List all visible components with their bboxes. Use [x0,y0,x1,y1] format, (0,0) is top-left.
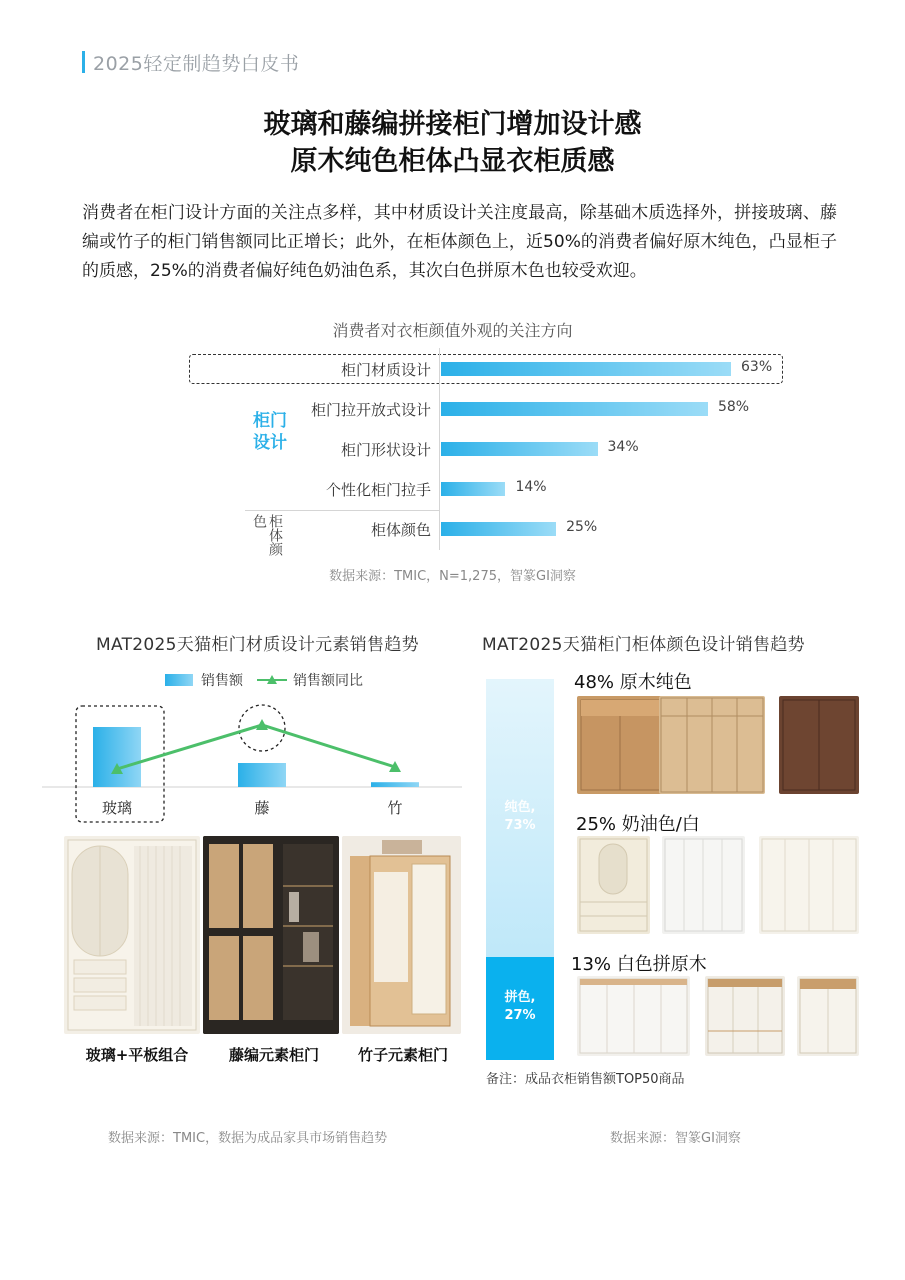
cream-wardrobe-photo-2 [662,836,745,934]
bar-value-label: 58% [717,399,750,415]
material-source: 数据来源：TMIC，数据为成品家具市场销售趋势 [108,1131,388,1146]
color-head-wood: 48% 原木纯色 [574,672,692,693]
wardrobe-icon [577,836,650,934]
material-combo-chart [42,700,462,830]
bar-row [187,475,787,503]
material-legend [165,670,363,690]
glass-wardrobe-photo [64,836,200,1034]
wardrobe-icon [779,696,859,794]
bar-value-label: 34% [607,439,639,455]
rattan-wardrobe-icon [203,836,339,1034]
combo-category-label: 竹 [387,799,403,817]
wood-wardrobe-photo-1 [577,696,664,794]
combo-line-mark [117,725,395,769]
stack-solid-pct: 73% [504,818,536,833]
color-head-cream: 25% 奶油色/白 [576,814,700,835]
bamboo-wardrobe-photo [342,836,461,1034]
color-source: 数据来源：智篆GI洞察 [610,1131,741,1146]
caption-glass: 玻璃+平板组合 [85,1046,189,1064]
glass-wardrobe-icon [64,836,200,1034]
combo-line-point [256,719,268,730]
combo-bar-mark [371,782,419,787]
bar-value-label: 25% [566,519,598,535]
intro-paragraph: 消费者在柜门设计方面的关注点多样，其中材质设计关注度最高，除基础木质选择外，拼接玻璃、藤编或竹子的柜门销售额同比正增长；此外，在柜体颜色上，近50%的消费者偏好原木纯色，凸显柜子的质感，25%的消费者偏好纯色奶油色系，其次白色拼原木色也较受欢迎。 [82,203,837,281]
bar-row [187,515,787,543]
header-title: 2025轻定制趋势白皮书 [93,52,300,75]
group-label-door-2: 设计 [253,433,287,453]
bar-row [187,355,787,383]
wardrobe-icon [577,696,664,794]
stack-solid-label [486,799,554,835]
stack-solid-name: 纯色, [504,800,536,815]
page-title [0,106,905,180]
bar-category-label: 柜门形状设计 [340,441,431,459]
wardrobe-icon [659,696,765,794]
legend-line-label: 销售额同比 [293,673,363,689]
group-separator [245,510,440,511]
wardrobe-icon [662,836,745,934]
cream-wardrobe-photo-3 [759,836,859,934]
bar-category-label: 柜门材质设计 [340,361,431,379]
title-line-1: 玻璃和藤编拼接柜门增加设计感 [263,109,642,140]
bar-chart-title: 消费者对衣柜颜值外观的关注方向 [332,321,573,340]
combo-bar-mark [238,763,286,787]
page-header [82,50,299,74]
mixed-wardrobe-photo-1 [577,976,690,1056]
stack-mixed-name: 拼色, [504,990,536,1006]
combo-category-label: 藤 [254,799,270,817]
mixed-wardrobe-photo-2 [705,976,785,1056]
bar-value-label: 63% [741,359,773,375]
group-label-body: 柜体颜色 [251,514,283,556]
header-accent-bar [82,51,85,73]
legend-line-swatch [257,674,287,686]
title-line-2: 原木纯色柜体凸显衣柜质感 [290,146,615,177]
color-head-white-wood: 13% 白色拼原木 [571,954,707,975]
bar-mark [441,402,708,416]
color-note: 备注：成品衣柜销售额TOP50商品 [486,1072,685,1087]
group-label-door-1: 柜门 [253,411,287,431]
wood-wardrobe-photo-2 [659,696,765,794]
wood-wardrobe-photo-3 [779,696,859,794]
combo-category-label: 玻璃 [101,799,133,817]
wardrobe-icon [759,836,859,934]
rattan-wardrobe-photo [203,836,339,1034]
bar-mark [441,482,505,496]
legend-bar-swatch [165,674,193,686]
bar-value-label: 14% [515,479,547,495]
wardrobe-icon [797,976,859,1056]
bamboo-wardrobe-icon [342,836,461,1034]
bar-row [187,435,787,463]
attention-bar-chart [187,348,787,558]
bar-chart-source: 数据来源：TMIC，N=1,275，智篆GI洞察 [329,569,576,584]
wardrobe-icon [577,976,690,1056]
stack-mixed-segment [486,957,554,1060]
stack-solid-segment [486,679,554,957]
wardrobe-icon [705,976,785,1056]
bar-mark [441,522,556,536]
color-trend-title: MAT2025天猫柜门柜体颜色设计销售趋势 [482,635,805,655]
combo-bar-mark [93,727,141,787]
mixed-wardrobe-photo-3 [797,976,859,1056]
legend-bar-label: 销售额 [201,673,243,689]
caption-rattan: 藤编元素柜门 [228,1046,319,1064]
material-trend-title: MAT2025天猫柜门材质设计元素销售趋势 [96,635,419,655]
color-stacked-bar [486,679,554,1060]
stack-mixed-label [486,989,554,1025]
bar-category-label: 柜门拉开放式设计 [310,401,431,419]
bar-category-label: 柜体颜色 [370,521,431,539]
cream-wardrobe-photo-1 [577,836,650,934]
caption-bamboo: 竹子元素柜门 [357,1046,448,1064]
stack-mixed-pct: 27% [504,1008,536,1024]
bar-row [187,395,787,423]
bar-mark [441,442,598,456]
bar-category-label: 个性化柜门拉手 [325,481,431,499]
bar-mark [441,362,731,376]
